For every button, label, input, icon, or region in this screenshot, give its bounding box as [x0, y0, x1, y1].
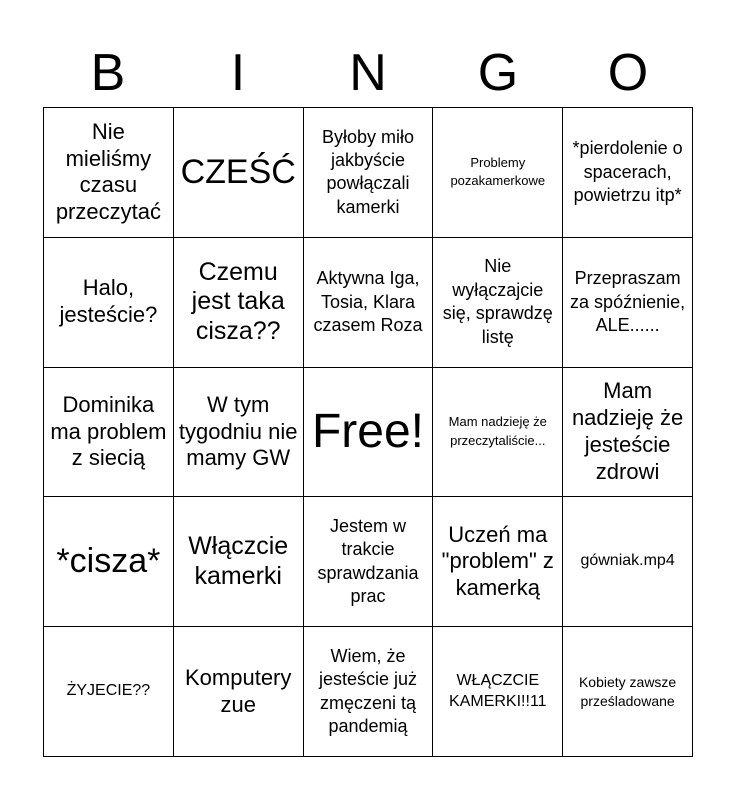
bingo-cell[interactable]: Komputery zue — [174, 627, 304, 757]
bingo-cell[interactable]: Halo, jesteście? — [44, 238, 174, 368]
bingo-cell[interactable]: Przepraszam za spóźnienie, ALE...... — [563, 238, 693, 368]
bingo-cell[interactable]: ŻYJECIE?? — [44, 627, 174, 757]
bingo-cell[interactable]: Problemy pozakamerkowe — [433, 108, 563, 238]
bingo-cell[interactable]: W tym tygodniu nie mamy GW — [174, 368, 304, 498]
bingo-cell[interactable]: Byłoby miło jakbyście powłączali kamerki — [304, 108, 434, 238]
bingo-header — [43, 40, 693, 106]
free-cell[interactable]: Free! — [304, 368, 434, 498]
bingo-cell[interactable]: Uczeń ma "problem" z kamerką — [433, 497, 563, 627]
bingo-cell[interactable]: Kobiety zawsze prześladowane — [563, 627, 693, 757]
bingo-cell[interactable]: gówniak.mp4 — [563, 497, 693, 627]
bingo-cell[interactable]: Jestem w trakcie sprawdzania prac — [304, 497, 434, 627]
bingo-cell[interactable]: Wiem, że jesteście już zmęczeni tą pandemią — [304, 627, 434, 757]
bingo-cell[interactable]: Mam nadzieję że przeczytaliście... — [433, 368, 563, 498]
bingo-cell[interactable]: Czemu jest taka cisza?? — [174, 238, 304, 368]
header-letter-g: G — [477, 44, 519, 102]
bingo-grid — [43, 107, 693, 757]
bingo-cell[interactable]: Nie mieliśmy czasu przeczytać — [44, 108, 174, 238]
bingo-cell[interactable]: Dominika ma problem z siecią — [44, 368, 174, 498]
header-letter-o: O — [607, 44, 649, 102]
header-letter-n: N — [349, 44, 387, 102]
header-letter-b: B — [90, 44, 126, 102]
bingo-cell[interactable]: Nie wyłączajcie się, sprawdzę listę — [433, 238, 563, 368]
bingo-cell[interactable]: Mam nadzieję że jesteście zdrowi — [563, 368, 693, 498]
bingo-cell[interactable]: *pierdolenie o spacerach, powietrzu itp* — [563, 108, 693, 238]
bingo-cell[interactable]: CZEŚĆ — [174, 108, 304, 238]
bingo-cell[interactable]: *cisza* — [44, 497, 174, 627]
bingo-cell[interactable]: Włączcie kamerki — [174, 497, 304, 627]
bingo-cell[interactable]: Aktywna Iga, Tosia, Klara czasem Roza — [304, 238, 434, 368]
header-letter-i: I — [230, 44, 246, 102]
bingo-cell[interactable]: WŁĄCZCIE KAMERKI!!11 — [433, 627, 563, 757]
